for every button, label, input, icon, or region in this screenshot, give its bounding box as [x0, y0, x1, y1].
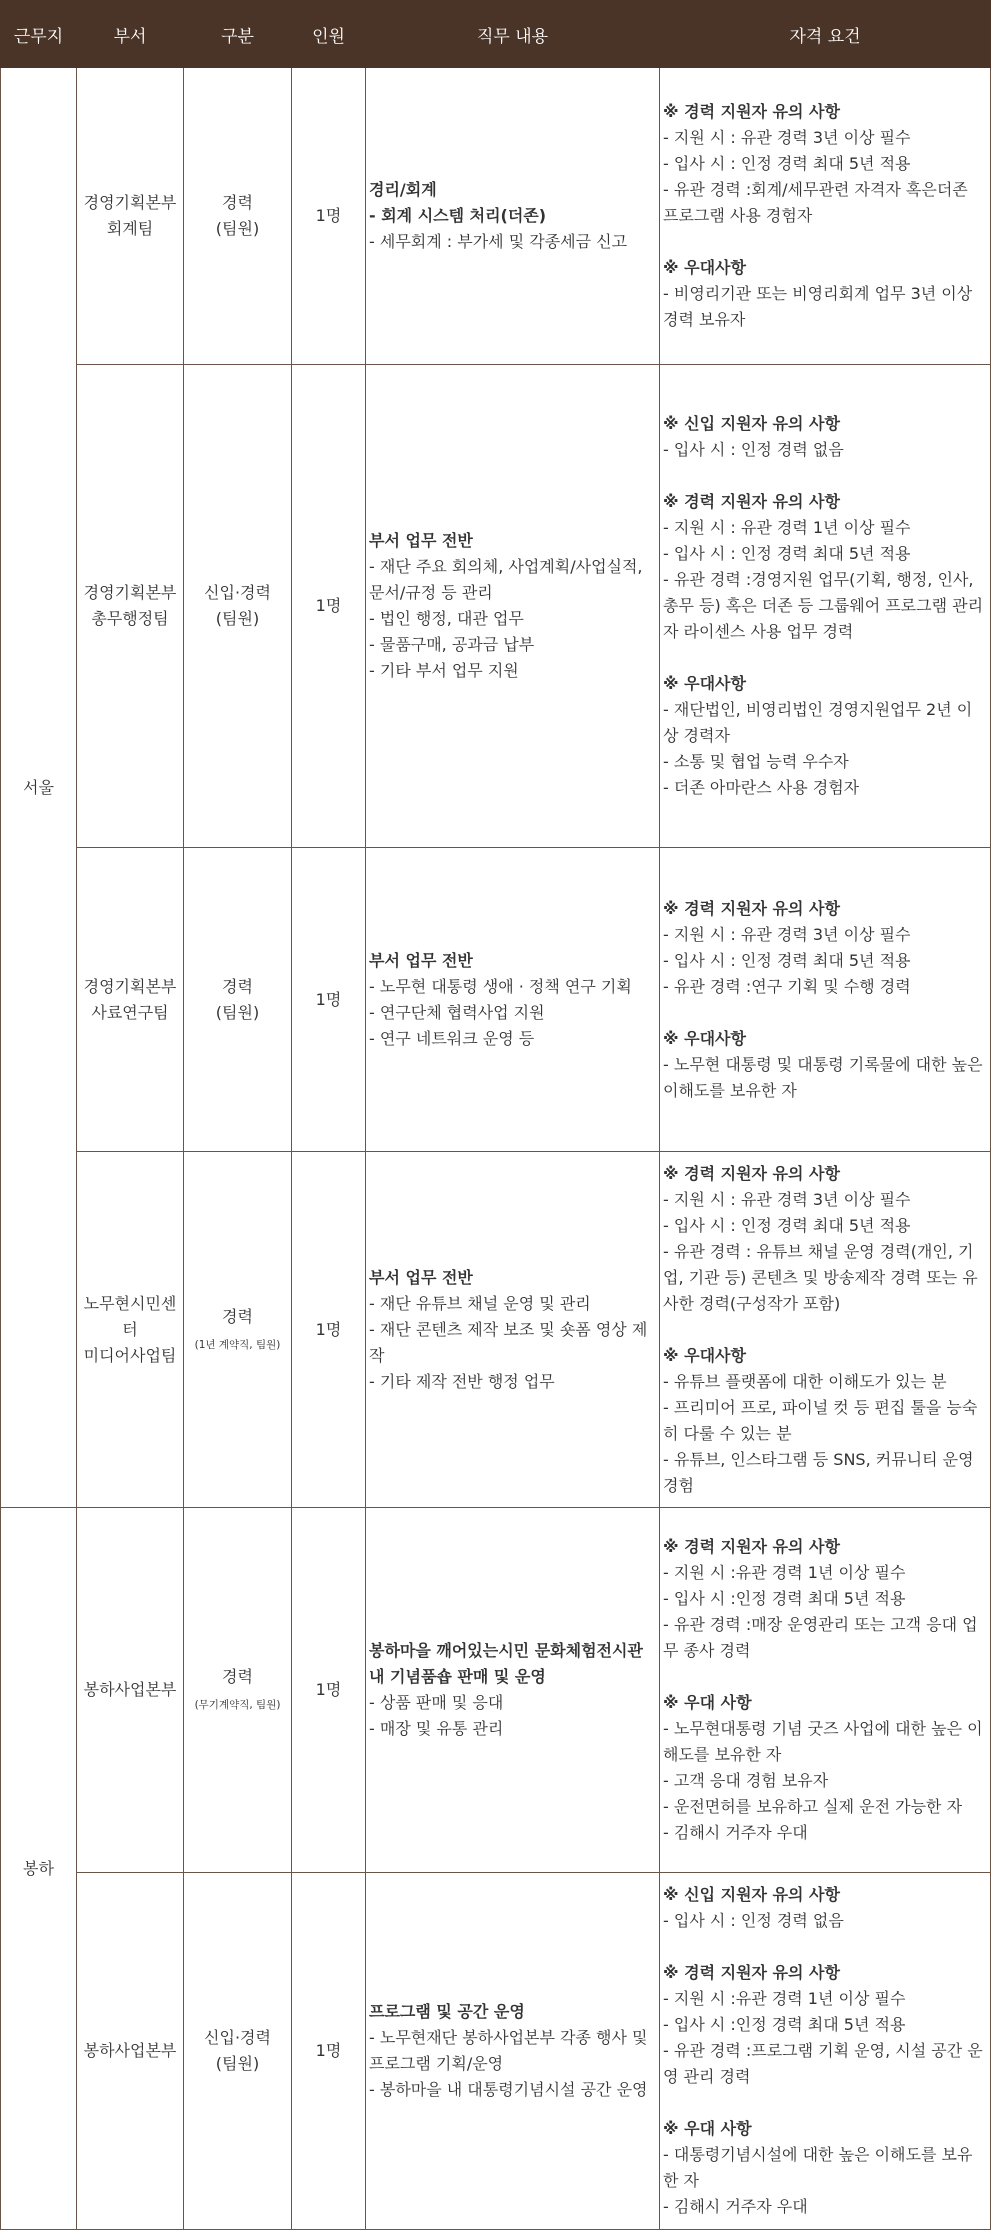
dept-name: 미디어사업팀 [83, 1345, 177, 1365]
requirement-line: ※ 경력 지원자 유의 사항 [663, 492, 840, 511]
requirement-line: - 지원 시 :유관 경력 1년 이상 필수 [663, 1989, 906, 2008]
requirement-line: ※ 우대사항 [663, 1345, 746, 1365]
type-cell [184, 365, 292, 848]
requirement-line: - 유관 경력 : 유튜브 채널 운영 경력(개인, 기업, 기관 등) 콘텐츠 및 방송제작 경력 또는 유사한 경력(구성작가 포함) [663, 1241, 978, 1313]
requirement-line: - 더존 아마란스 사용 경험자 [663, 778, 860, 797]
requirement-line: ※ 경력 지원자 유의 사항 [663, 1163, 840, 1183]
count-cell: 1명 [292, 365, 366, 848]
type-cell [184, 1873, 292, 2230]
duty-line: - 재단 유튜브 채널 운영 및 관리 [369, 1293, 591, 1313]
requirements-cell [660, 365, 991, 848]
requirement-line: ※ 신입 지원자 유의 사항 [663, 1885, 840, 1904]
type-sub: (무기계약직, 팀원) [194, 1699, 281, 1711]
dept-cell [77, 1152, 184, 1508]
requirement-line: - 지원 시 : 유관 경력 3년 이상 필수 [663, 924, 911, 944]
requirement-line: - 입사 시 :인정 경력 최대 5년 적용 [663, 1589, 906, 1608]
requirement-line: ※ 경력 지원자 유의 사항 [663, 102, 840, 121]
spacer [663, 1000, 987, 1026]
dept-name: 경영기획본부 [83, 583, 177, 602]
header-duty: 직무 내용 [366, 1, 660, 68]
duty-line: - 연구단체 협력사업 지원 [369, 1002, 545, 1022]
duty-line: - 노무현재단 봉하사업본부 각종 행사 및 프로그램 기획/운영 [369, 2028, 648, 2073]
table-row [1, 1508, 991, 1873]
header-dept: 부서 [77, 1, 184, 68]
duty-cell [366, 1508, 660, 1873]
table-row [1, 848, 991, 1152]
requirements-cell [660, 848, 991, 1152]
requirement-line: - 김해시 거주자 우대 [663, 2197, 808, 2216]
duty-line: 부서 업무 전반 [369, 950, 473, 970]
requirement-line: - 재단법인, 비영리법인 경영지원업무 2년 이상 경력자 [663, 700, 973, 745]
requirement-line: - 지원 시 :유관 경력 1년 이상 필수 [663, 1563, 906, 1582]
dept-name: 경영기획본부 [83, 193, 177, 212]
type-label: 경력 [222, 193, 253, 212]
count-cell: 1명 [292, 1873, 366, 2230]
spacer [663, 2090, 987, 2116]
requirements-cell [660, 1873, 991, 2230]
dept-name: 봉하사업본부 [83, 1680, 177, 1699]
requirement-line: - 김해시 거주자 우대 [663, 1823, 808, 1842]
duty-line: - 기타 부서 업무 지원 [369, 661, 519, 680]
table-row [1, 68, 991, 365]
requirement-line: - 입사 시 :인정 경력 최대 5년 적용 [663, 2015, 906, 2034]
type-sub: (팀원) [215, 2054, 260, 2073]
spacer [663, 1934, 987, 1960]
duty-line: - 재단 콘텐츠 제작 보조 및 숏폼 영상 제작 [369, 1319, 648, 1365]
spacer [663, 1317, 987, 1343]
requirement-line: - 노무현 대통령 및 대통령 기록물에 대한 높은 이해도를 보유한 자 [663, 1054, 983, 1100]
header-location: 근무지 [1, 1, 77, 68]
dept-name: 회계팀 [106, 219, 154, 238]
requirement-line: ※ 경력 지원자 유의 사항 [663, 1963, 840, 1982]
type-sub: (팀원) [215, 1002, 260, 1022]
type-label: 신입·경력 [204, 2028, 271, 2047]
duty-cell [366, 68, 660, 365]
type-cell [184, 848, 292, 1152]
requirement-line: - 입사 시 : 인정 경력 최대 5년 적용 [663, 950, 911, 970]
header-row [1, 1, 991, 68]
dept-cell [77, 848, 184, 1152]
requirement-line: - 비영리기관 또는 비영리회계 업무 3년 이상 경력 보유자 [663, 284, 973, 329]
duty-line: - 재단 주요 회의체, 사업계획/사업실적, 문서/규정 등 관리 [369, 557, 643, 602]
duty-line: 봉하마을 깨어있는시민 문화체험전시관 내 기념품숍 판매 및 운영 [369, 1641, 643, 1686]
duty-line: - 연구 네트워크 운영 등 [369, 1028, 535, 1048]
requirements-cell [660, 1152, 991, 1508]
duty-cell [366, 365, 660, 848]
requirement-line: - 소통 및 협업 능력 우수자 [663, 752, 849, 771]
spacer [663, 463, 987, 489]
count-cell: 1명 [292, 1508, 366, 1873]
requirement-line: - 유관 경력 :연구 기획 및 수행 경력 [663, 976, 911, 996]
spacer [663, 229, 987, 255]
requirement-line: - 유튜브 플랫폼에 대한 이해도가 있는 분 [663, 1371, 947, 1391]
requirement-line: - 유튜브, 인스타그램 등 SNS, 커뮤니티 운영 경험 [663, 1449, 974, 1495]
type-cell [184, 1508, 292, 1873]
table-row [1, 1152, 991, 1508]
requirement-line: - 프리미어 프로, 파이널 컷 등 편집 툴을 능숙히 다룰 수 있는 분 [663, 1397, 978, 1443]
duty-line: - 회계 시스템 처리(더존) [369, 206, 547, 225]
requirement-line: ※ 경력 지원자 유의 사항 [663, 1537, 840, 1556]
type-cell [184, 68, 292, 365]
requirement-line: - 유관 경력 :경영지원 업무(기획, 행정, 인사, 총무 등) 혹은 더존 등 그룹웨어 프로그램 관리자 라이센스 사용 업무 경력 [663, 570, 984, 641]
requirement-line: - 유관 경력 :프로그램 기획 운영, 시설 공간 운영 관리 경력 [663, 2041, 983, 2086]
requirement-line: - 고객 응대 경험 보유자 [663, 1771, 829, 1790]
requirement-line: ※ 우대 사항 [663, 1693, 752, 1712]
spacer [663, 1664, 987, 1690]
requirement-line: ※ 우대사항 [663, 258, 746, 277]
requirement-line: - 입사 시 : 인정 경력 최대 5년 적용 [663, 154, 911, 173]
requirement-line: - 운전면허를 보유하고 실제 운전 가능한 자 [663, 1797, 963, 1816]
requirements-cell [660, 68, 991, 365]
dept-name: 총무행정팀 [91, 609, 169, 628]
dept-cell [77, 1873, 184, 2230]
requirement-line: - 입사 시 : 인정 경력 최대 5년 적용 [663, 1215, 911, 1235]
requirement-line: ※ 우대 사항 [663, 2119, 752, 2138]
dept-cell [77, 1508, 184, 1873]
requirement-line: - 유관 경력 :회계/세무관련 자격자 혹은더존 프로그램 사용 경험자 [663, 180, 968, 225]
duty-line: - 법인 행정, 대관 업무 [369, 609, 524, 628]
location-cell: 봉하 [1, 1508, 77, 2230]
duty-line: - 봉하마을 내 대통령기념시설 공간 운영 [369, 2080, 648, 2099]
table-row [1, 365, 991, 848]
dept-name: 봉하사업본부 [83, 2041, 177, 2060]
requirement-line: ※ 우대사항 [663, 674, 746, 693]
requirement-line: - 지원 시 : 유관 경력 3년 이상 필수 [663, 128, 911, 147]
requirement-line: - 유관 경력 :매장 운영관리 또는 고객 응대 업무 종사 경력 [663, 1615, 978, 1660]
requirement-line: ※ 경력 지원자 유의 사항 [663, 898, 840, 918]
duty-cell [366, 1873, 660, 2230]
requirement-line: ※ 신입 지원자 유의 사항 [663, 414, 840, 433]
table-row [1, 1873, 991, 2230]
requirement-line: - 입사 시 : 인정 경력 없음 [663, 1911, 844, 1930]
duty-line: - 노무현 대통령 생애 · 정책 연구 기획 [369, 976, 632, 996]
requirement-line: - 입사 시 : 인정 경력 없음 [663, 440, 844, 459]
header-type: 구분 [184, 1, 292, 68]
duty-cell [366, 848, 660, 1152]
type-label: 경력 [222, 976, 253, 996]
duty-line: 부서 업무 전반 [369, 1267, 473, 1287]
duty-line: 프로그램 및 공간 운영 [369, 2002, 525, 2021]
requirements-cell [660, 1508, 991, 1873]
duty-line: - 매장 및 유통 관리 [369, 1719, 504, 1738]
duty-line: 부서 업무 전반 [369, 531, 473, 550]
requirement-line: - 지원 시 : 유관 경력 3년 이상 필수 [663, 1189, 911, 1209]
duty-line: - 물품구매, 공과금 납부 [369, 635, 535, 654]
duty-cell [366, 1152, 660, 1508]
duty-line: - 기타 제작 전반 행정 업무 [369, 1371, 555, 1391]
type-cell [184, 1152, 292, 1508]
requirement-line: - 지원 시 : 유관 경력 1년 이상 필수 [663, 518, 911, 537]
type-label: 신입·경력 [204, 583, 271, 602]
dept-name: 노무현시민센터 [83, 1293, 177, 1339]
duty-line: - 세무회계 : 부가세 및 각종세금 신고 [369, 232, 628, 251]
spacer [663, 645, 987, 671]
count-cell: 1명 [292, 68, 366, 365]
requirement-line: ※ 우대사항 [663, 1028, 746, 1048]
requirement-line: - 대통령기념시설에 대한 높은 이해도를 보유한 자 [663, 2145, 973, 2190]
count-cell: 1명 [292, 1152, 366, 1508]
duty-line: 경리/회계 [369, 180, 437, 199]
location-cell: 서울 [1, 68, 77, 1508]
count-cell: 1명 [292, 848, 366, 1152]
duty-line: - 상품 판매 및 응대 [369, 1693, 504, 1712]
type-label: 경력 [222, 1667, 253, 1686]
type-label: 경력 [222, 1306, 253, 1326]
requirement-line: - 입사 시 : 인정 경력 최대 5년 적용 [663, 544, 911, 563]
type-sub: (팀원) [215, 219, 260, 238]
requirement-line: - 노무현대통령 기념 굿즈 사업에 대한 높은 이해도를 보유한 자 [663, 1719, 983, 1764]
dept-name: 경영기획본부 [83, 976, 177, 996]
type-sub: (1년 계약직, 팀원) [194, 1338, 281, 1351]
type-sub: (팀원) [215, 609, 260, 628]
dept-cell [77, 68, 184, 365]
header-count: 인원 [292, 1, 366, 68]
dept-cell [77, 365, 184, 848]
header-requirements: 자격 요건 [660, 1, 991, 68]
dept-name: 사료연구팀 [91, 1002, 169, 1022]
